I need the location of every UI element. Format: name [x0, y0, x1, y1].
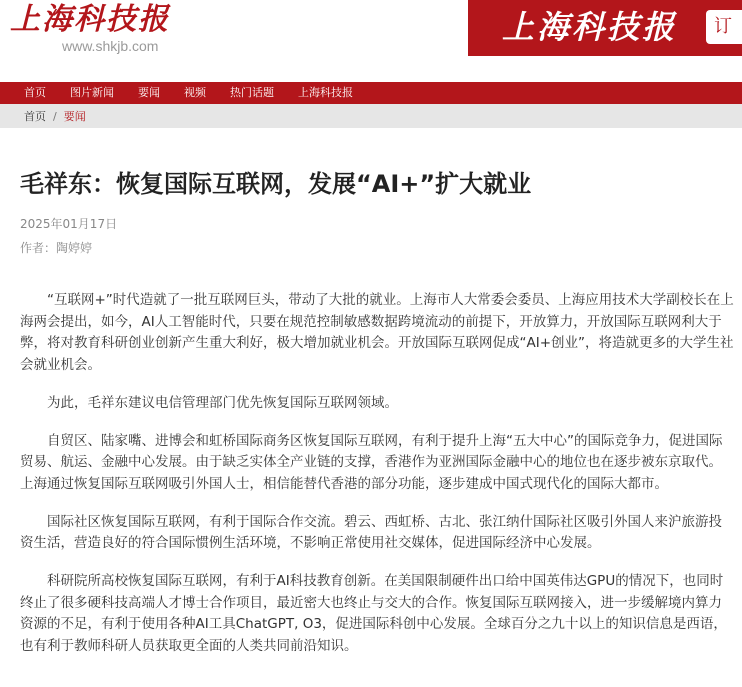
breadcrumb-home[interactable]: 首页 — [24, 110, 46, 123]
article-paragraph: 自贸区、陆家嘴、进博会和虹桥国际商务区恢复国际互联网，有利于提升上海“五大中心”的国际竞争力，促进国际贸易、航运、金融中心发展。由于缺乏实体全产业链的支撑，香港作为亚洲国际金融中心的地位也在逐步被东京取代。上海通过恢复国际互联网吸引外国人士，相信能替代香港的部分功能，逐步建成中国式现代化的国际大都市。 — [20, 432, 723, 492]
nav-item-headlines[interactable]: 要闻 — [138, 86, 160, 99]
site-logo[interactable] — [10, 2, 170, 54]
article-paragraph: 科研院所高校恢复国际互联网，有利于AI科技教育创新。在美国限制硬件出口给中国英伟达GPU的情况下，也同时终止了很多硬科技高端人才博士合作项目，最近密大也终止与交大的合作。恢复国际互联网接入，进一步缓解境内算力资源的不足，有利于使用各种AI工具ChatGPT, O3，促进国际科创中心发展。全球百分之九十以上的知识信息是西语，也有利于教师科研人员获取更全面的人类共同前沿知识。 — [20, 573, 727, 654]
nav-item-shkjb[interactable]: 上海科技报 — [298, 86, 353, 99]
nav-item-video[interactable]: 视频 — [184, 86, 206, 99]
logo-text: 上海科技报 — [10, 2, 170, 37]
article-paragraph: 国际社区恢复国际互联网，有利于国际合作交流。碧云、西虹桥、古北、张江纳什国际社区吸引外国人来沪旅游投资生活，营造良好的符合国际惯例生活环境，不影响正常使用社交媒体，促进国际经济中心发展。 — [20, 513, 722, 551]
article-date: 2025年01月17日 — [20, 217, 118, 231]
nav-item-home[interactable]: 首页 — [24, 86, 46, 99]
breadcrumb-current[interactable]: 要闻 — [63, 110, 86, 123]
header-banner[interactable] — [468, 0, 742, 56]
site-header — [0, 0, 742, 80]
article-title: 毛祥东：恢复国际互联网，发展“AI+”扩大就业 — [20, 170, 532, 198]
banner-text: 上海科技报 — [502, 8, 678, 46]
breadcrumb-separator: / — [53, 109, 57, 123]
subscribe-button[interactable]: 订 — [706, 10, 742, 44]
article-paragraph: “互联网+”时代造就了一批互联网巨头，带动了大批的就业。上海市人大常委会委员、上海应用技术大学副校长在上海两会提出，如今，AI人工智能时代，只要在规范控制敏感数据跨境流动的前提下，开放算力，开放国际互联网利大于弊，将对教育科研创业创新产生重大利好，极大增加就业机会。开放国际互联网促成“AI+创业”，将造就更多的大学生社会就业机会。 — [20, 292, 734, 373]
nav-item-hot-topics[interactable]: 热门话题 — [230, 86, 274, 99]
main-nav — [0, 82, 742, 104]
article-body — [20, 290, 734, 674]
article-author: 作者：陶婷婷 — [20, 241, 93, 255]
breadcrumb — [0, 104, 742, 128]
article-paragraph: 为此，毛祥东建议电信管理部门优先恢复国际互联网领域。 — [47, 394, 398, 411]
nav-item-photo-news[interactable]: 图片新闻 — [70, 86, 114, 99]
logo-url: www.shkjb.com — [62, 38, 159, 54]
